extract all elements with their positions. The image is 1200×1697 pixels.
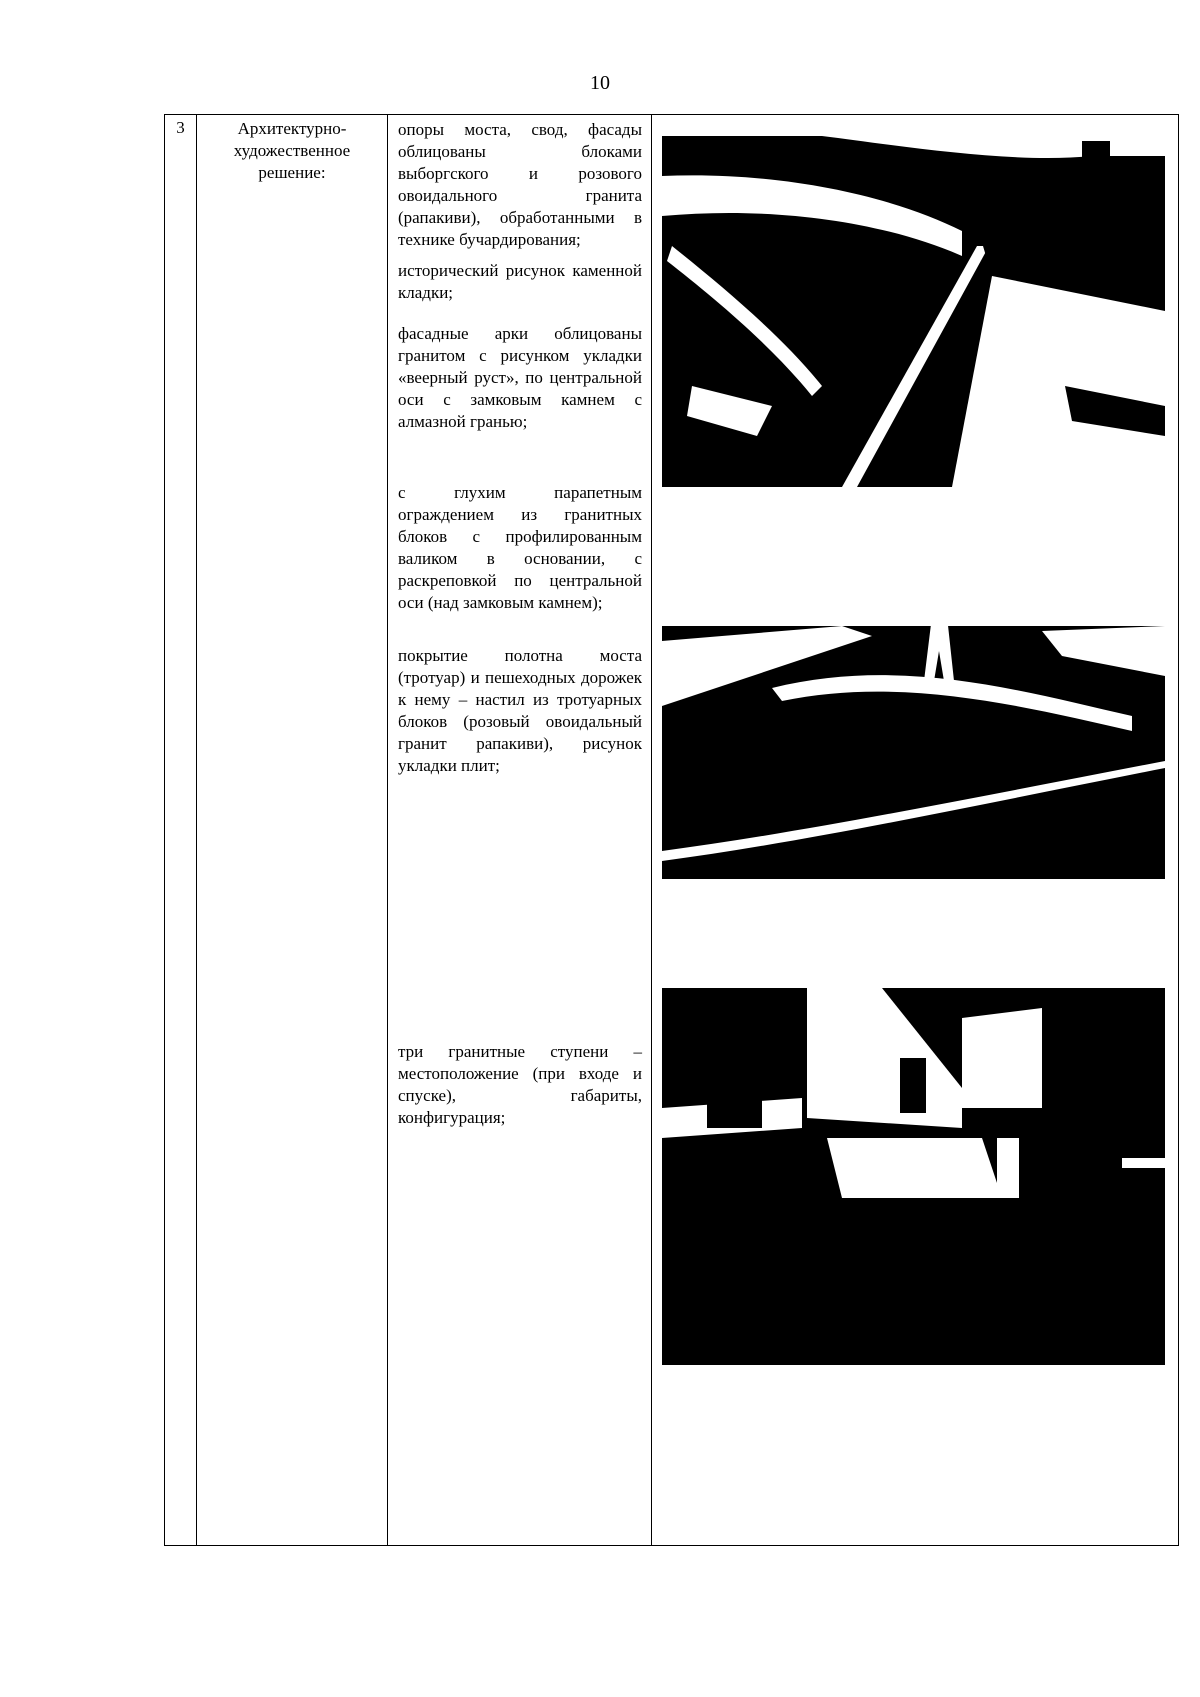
table-row — [165, 115, 1179, 1546]
description-masonry-pattern: исторический рисунок каменной кладки; — [398, 261, 642, 302]
description-cell — [388, 115, 652, 1546]
page-number: 10 — [590, 72, 610, 94]
description-parapet: с глухим парапетным ограждением из гранитных блоков с профилированным валиком в основании, с раскреповкой по центральной оси (над замковым камнем); — [398, 483, 642, 612]
description-supports-facades: опоры моста, свод, фасады облицованы блоками выборгского и розового овоидального гранита (рапакиви), обработанными в технике бучардирования; — [398, 120, 642, 249]
stairs-street-photo — [662, 988, 1165, 1365]
bridge-deck-photo — [662, 596, 1165, 879]
subject-title: Архитектурно-художественное решение: — [197, 115, 388, 1546]
description-arches: фасадные арки облицованы гранитом с рисунком укладки «веерный руст», по центральной оси с замковым камнем с алмазной гранью; — [398, 324, 642, 431]
description-steps: три гранитные ступени – местоположение (при входе и спуске), габариты, конфигурация; — [398, 1042, 642, 1127]
protection-subject-table — [164, 114, 1179, 1546]
bridge-arch-photo — [662, 136, 1165, 487]
row-number: 3 — [165, 115, 197, 1546]
photo-cell — [652, 115, 1179, 1546]
description-paving: покрытие полотна моста (тротуар) и пешеходных дорожек к нему – настил из тротуарных блоков (розовый овоидальный гранит рапакиви), рисунок укладки плит; — [398, 646, 642, 775]
